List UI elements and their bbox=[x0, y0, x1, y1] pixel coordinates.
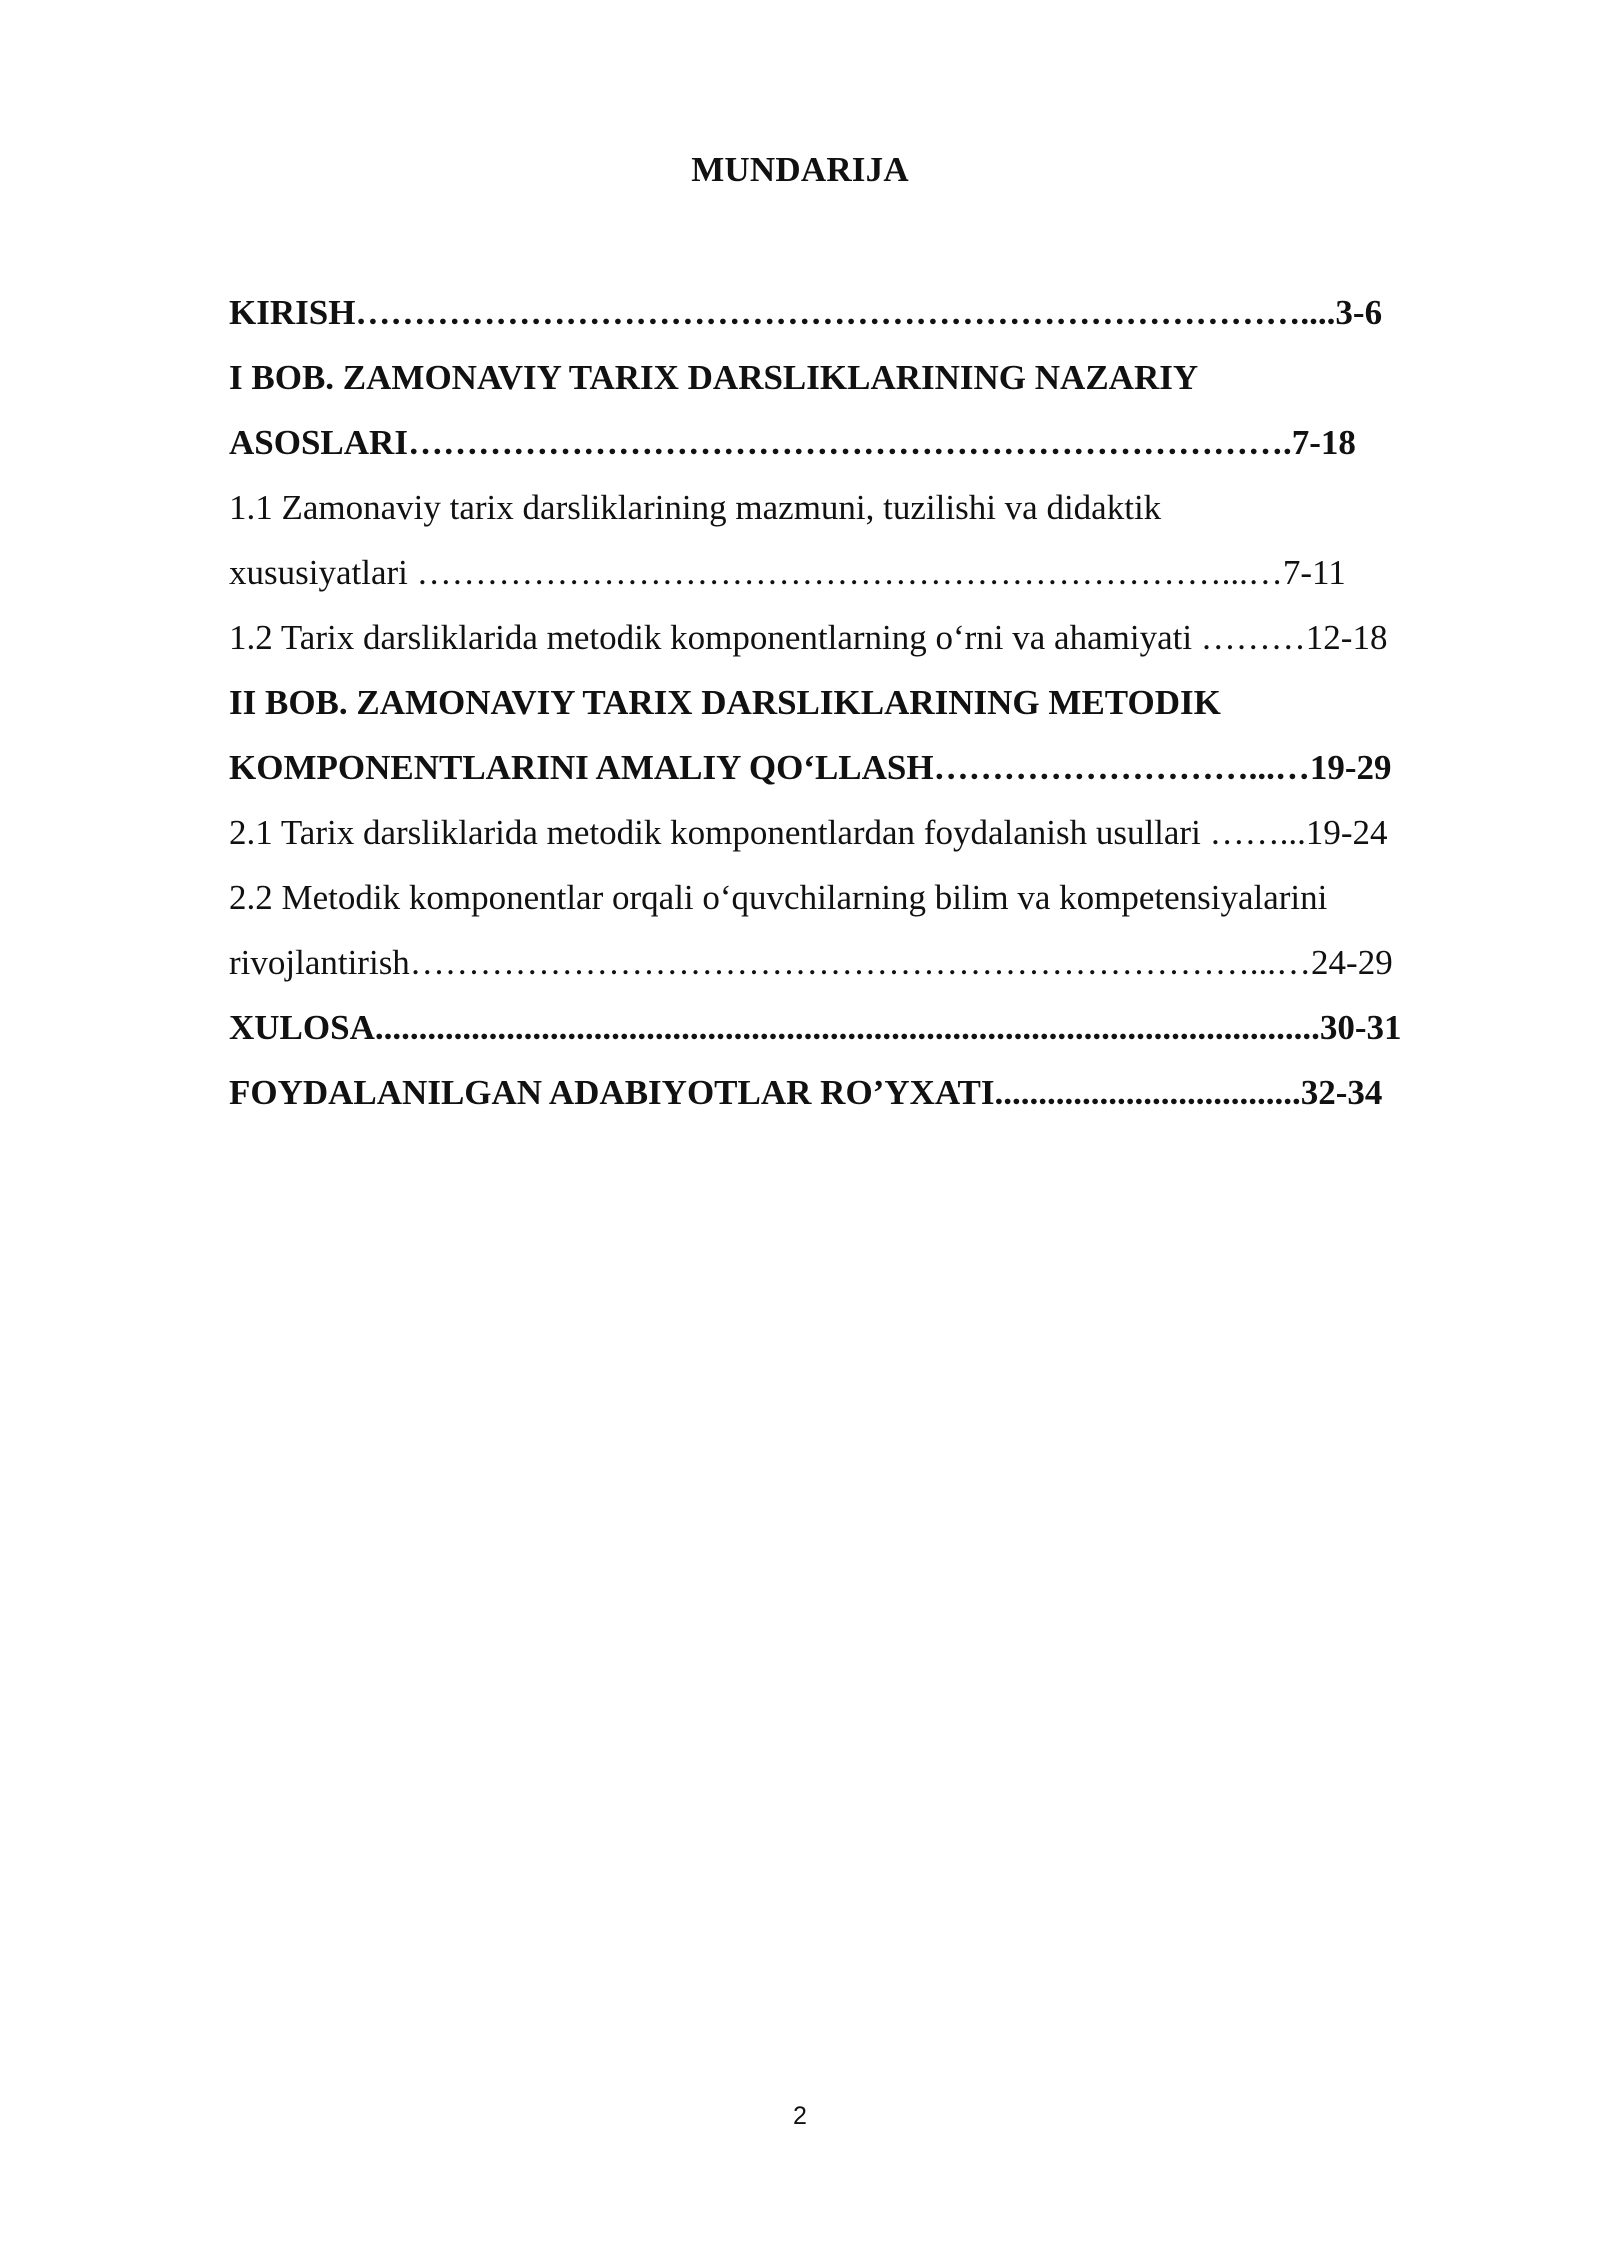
toc-entry-kirish: KIRISH………………………………………………………………………....3-6 bbox=[229, 293, 1383, 332]
toc-entry-section-2-2-line-2: rivojlantirish………………………………………………………………...…24-29 bbox=[229, 943, 1393, 982]
toc-entry-chapter-1-line-2: ASOSLARI………………………………………………………………….7-18 bbox=[229, 423, 1356, 462]
toc-entry-section-1-1-line-1: 1.1 Zamonaviy tarix darsliklarining mazmuni, tuzilishi va didaktik bbox=[229, 488, 1162, 527]
page-footer bbox=[60, 2102, 1600, 2131]
page-title: MUNDARIJA bbox=[691, 150, 909, 189]
toc-entry-chapter-2-line-1: II BOB. ZAMONAVIY TARIX DARSLIKLARINING METODIK bbox=[229, 683, 1221, 722]
toc-entry-chapter-1-line-1: I BOB. ZAMONAVIY TARIX DARSLIKLARINING NAZARIY bbox=[229, 358, 1199, 397]
page-number: 2 bbox=[793, 2102, 807, 2130]
toc-entry-section-1-2: 1.2 Tarix darsliklarida metodik komponentlarning oʻrni va ahamiyati ………12-18 bbox=[229, 618, 1388, 657]
toc-entry-chapter-2-line-2: KOMPONENTLARINI AMALIY QOʻLLASH………………………...…19-29 bbox=[229, 748, 1392, 787]
toc-entry-section-2-2-line-1: 2.2 Metodik komponentlar orqali oʻquvchilarning bilim va kompetensiyalarini bbox=[229, 878, 1328, 917]
toc-entry-xulosa: XULOSA............................................................................................................30-31 bbox=[229, 1008, 1402, 1047]
table-of-contents bbox=[229, 280, 1485, 1125]
toc-entry-section-1-1-line-2: xususiyatlari ……………………………………………………………...…7-11 bbox=[229, 553, 1346, 592]
toc-entry-section-2-1: 2.1 Tarix darsliklarida metodik komponentlardan foydalanish usullari ……...19-24 bbox=[229, 813, 1388, 852]
toc-entry-references: FOYDALANILGAN ADABIYOTLAR RO’YXATI...................................32-34 bbox=[229, 1073, 1383, 1112]
